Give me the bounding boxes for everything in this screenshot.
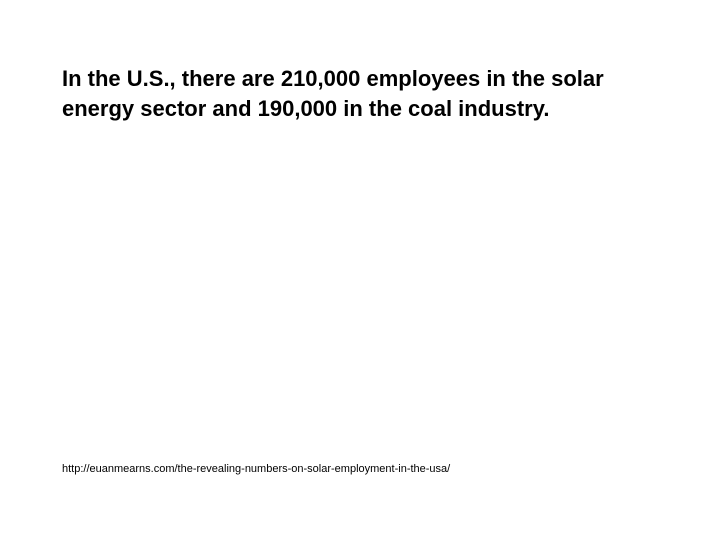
headline-line-2: energy sector and 190,000 in the coal industry.: [62, 96, 550, 121]
source-link[interactable]: http://euanmearns.com/the-revealing-numbers-on-solar-employment-in-the-usa/: [62, 463, 451, 475]
headline-line-1: In the U.S., there are 210,000 employees in the solar: [62, 66, 604, 91]
slide-headline: [62, 64, 682, 124]
